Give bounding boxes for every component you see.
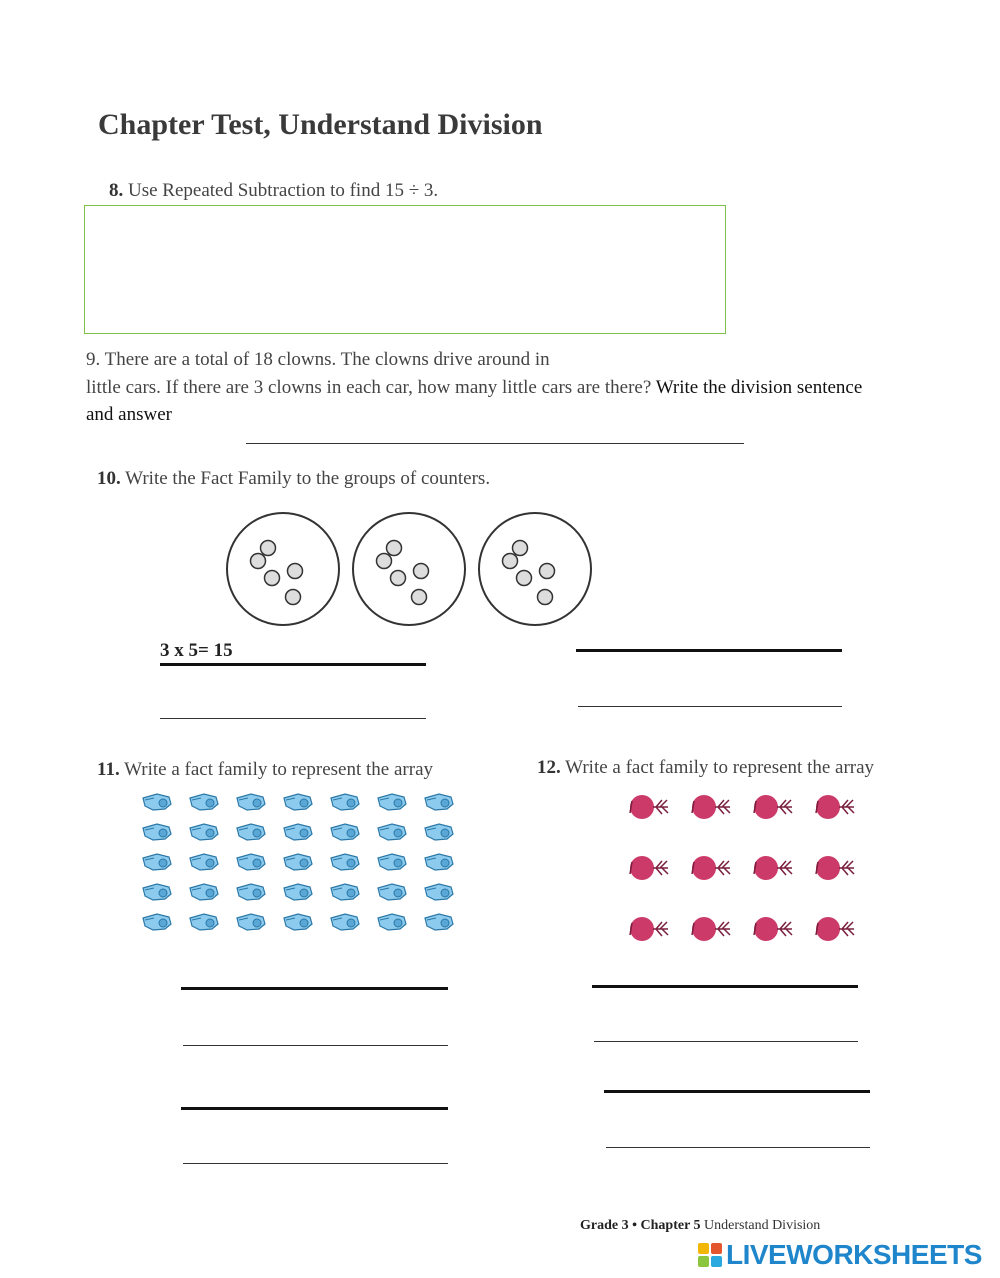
question-8-text: Use Repeated Subtraction to find 15 ÷ 3.	[128, 180, 439, 201]
beet-icon	[754, 856, 792, 880]
given-fact-underline	[160, 663, 426, 666]
q10-answer-line-2[interactable]	[576, 649, 842, 652]
whistle-icon	[143, 854, 171, 870]
question-9-line1: 9. There are a total of 18 clowns. The clowns drive around in	[86, 349, 550, 370]
whistle-icon	[425, 854, 453, 870]
counter-groups	[220, 505, 600, 633]
counter-group	[479, 513, 591, 625]
question-11-number: 11.	[97, 759, 120, 780]
beet-icon	[754, 795, 792, 819]
q11-answer-line-3[interactable]	[181, 1107, 448, 1110]
whistle-icon	[331, 914, 359, 930]
question-12	[537, 757, 874, 779]
question-10-number: 10.	[97, 468, 121, 489]
question-9-line2	[86, 377, 862, 399]
whistle-icon	[425, 884, 453, 900]
whistle-icon	[331, 854, 359, 870]
whistle-icon	[237, 824, 265, 840]
counter	[387, 541, 402, 556]
q12-answer-line-3[interactable]	[604, 1090, 870, 1093]
counter	[288, 564, 303, 579]
counter	[265, 571, 280, 586]
question-10	[97, 468, 490, 490]
q11-answer-line-1[interactable]	[181, 987, 448, 990]
whistle-icon	[378, 914, 406, 930]
whistle-icon	[331, 794, 359, 810]
whistle-icon	[284, 914, 312, 930]
q11-answer-line-2[interactable]	[183, 1045, 448, 1046]
whistle-icon	[284, 794, 312, 810]
beet-icon	[816, 795, 854, 819]
given-fact: 3 x 5= 15	[160, 640, 233, 661]
brand[interactable]	[698, 1240, 982, 1270]
question-10-text: Write the Fact Family to the groups of counters.	[125, 468, 491, 489]
whistle-icon	[237, 854, 265, 870]
liveworksheets-logo-icon	[698, 1243, 722, 1267]
question-8	[109, 180, 438, 202]
whistle-icon	[425, 824, 453, 840]
beet-icon	[816, 856, 854, 880]
counter	[513, 541, 528, 556]
question-9-text: little cars. If there are 3 clowns in each car, how many little cars are there?	[86, 377, 652, 398]
whistle-icon	[378, 854, 406, 870]
beet-icon	[692, 856, 730, 880]
question-12-text: Write a fact family to represent the array	[565, 757, 875, 778]
q9-answer-line[interactable]	[246, 443, 744, 444]
whistle-icon	[284, 854, 312, 870]
beet-icon	[630, 917, 668, 941]
whistle-icon	[237, 794, 265, 810]
whistle-icon	[143, 914, 171, 930]
counter	[251, 554, 266, 569]
whistle-icon	[190, 884, 218, 900]
footer-topic: Understand Division	[704, 1218, 821, 1233]
q12-answer-line-1[interactable]	[592, 985, 858, 988]
counter	[286, 590, 301, 605]
beet-array	[620, 783, 870, 945]
counter	[540, 564, 555, 579]
brand-name: LIVEWORKSHEETS	[726, 1239, 982, 1270]
q8-answer-box[interactable]	[84, 205, 726, 334]
beet-icon	[754, 917, 792, 941]
whistle-icon	[190, 914, 218, 930]
question-11	[97, 759, 433, 781]
q10-answer-line-4[interactable]	[578, 706, 842, 707]
whistle-icon	[378, 824, 406, 840]
whistle-icon	[143, 884, 171, 900]
counter	[414, 564, 429, 579]
q10-answer-line-3[interactable]	[160, 718, 426, 719]
footer-grade: Grade 3 • Chapter 5	[580, 1218, 701, 1233]
question-12-number: 12.	[537, 757, 561, 778]
question-8-number: 8.	[109, 180, 124, 201]
page-title: Chapter Test, Understand Division	[98, 108, 543, 141]
whistle-icon	[331, 824, 359, 840]
counter	[377, 554, 392, 569]
counter-group	[227, 513, 339, 625]
q12-answer-line-4[interactable]	[606, 1147, 870, 1148]
q12-answer-line-2[interactable]	[594, 1041, 858, 1042]
whistle-icon	[237, 914, 265, 930]
beet-icon	[692, 795, 730, 819]
whistle-icon	[237, 884, 265, 900]
beet-icon	[692, 917, 730, 941]
whistle-icon	[425, 914, 453, 930]
question-9-line3: and answer	[86, 404, 172, 425]
whistle-icon	[190, 854, 218, 870]
footer	[580, 1218, 820, 1234]
whistle-icon	[331, 884, 359, 900]
question-11-text: Write a fact family to represent the array	[124, 759, 434, 780]
whistle-icon	[378, 794, 406, 810]
whistle-icon	[425, 794, 453, 810]
counter	[261, 541, 276, 556]
whistle-icon	[190, 824, 218, 840]
beet-icon	[816, 917, 854, 941]
whistle-icon	[284, 884, 312, 900]
counter-group	[353, 513, 465, 625]
whistle-icon	[143, 794, 171, 810]
whistle-icon	[143, 824, 171, 840]
counter	[538, 590, 553, 605]
whistle-icon	[284, 824, 312, 840]
whistle-icon	[378, 884, 406, 900]
counter	[391, 571, 406, 586]
counter	[517, 571, 532, 586]
counter	[412, 590, 427, 605]
q11-answer-line-4[interactable]	[183, 1163, 448, 1164]
question-9-instruction: Write the division sentence	[655, 377, 863, 398]
whistle-array	[135, 788, 475, 940]
whistle-icon	[190, 794, 218, 810]
beet-icon	[630, 856, 668, 880]
counter	[503, 554, 518, 569]
beet-icon	[630, 795, 668, 819]
